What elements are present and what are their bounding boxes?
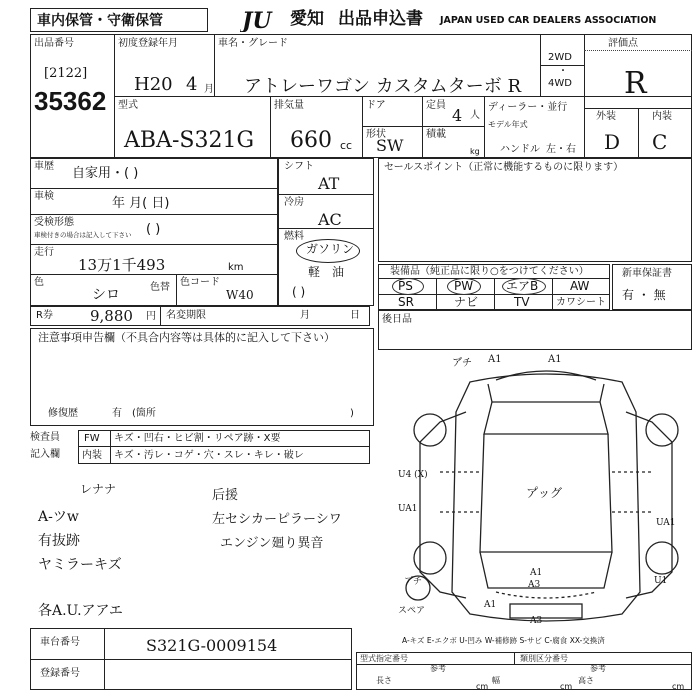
equip-aw: AW — [570, 279, 590, 293]
dmg-rear-6: A3 — [530, 616, 543, 626]
entry-label: 記入欄 — [30, 449, 60, 460]
spare-label: スペア — [398, 606, 426, 616]
registration-label: 登録番号 — [40, 668, 80, 679]
lot-label: 出品番号 — [34, 38, 74, 49]
first-reg-value: H20 — [134, 74, 173, 95]
warranty-label: 新車保証書 — [622, 268, 672, 279]
fw-label: FW — [84, 433, 100, 444]
dmg-center: ア゚ッグ — [526, 486, 563, 500]
width-label: 幅 — [492, 676, 500, 685]
displacement-label: 排気量 — [274, 100, 304, 111]
equipment-label: 装備品（純正品に限り○をつけてください） — [390, 266, 589, 277]
interior-label: 内装 — [652, 111, 672, 122]
repair-close: ) — [350, 408, 354, 419]
equip-circle-pw — [447, 278, 481, 295]
form-label: 受検形態 — [34, 217, 74, 228]
ac-value: AC — [318, 210, 342, 229]
length-label: 長さ — [376, 676, 392, 685]
equip-pw: PW — [454, 279, 474, 293]
drive-2wd: 2WD — [548, 52, 572, 63]
displacement-value: 660 — [290, 128, 332, 153]
interior-marks: キズ・汚レ・コゲ・穴・スレ・キレ・破レ — [114, 450, 304, 461]
warranty-value: 有 ・ 無 — [622, 288, 666, 302]
name-change-month: 月 — [300, 310, 310, 321]
form-note: 車検付きの場合は記入して下さい — [34, 231, 132, 239]
name-grade-label: 車名・グレード — [218, 38, 288, 49]
color-label: 色 — [34, 277, 44, 288]
recycle-label: R券 — [36, 310, 53, 321]
ref-label-1: 参考 — [430, 664, 446, 673]
inspector-label: 検査員 — [30, 432, 60, 443]
shape-label: 形状 — [366, 129, 386, 140]
color-code-value: W40 — [226, 288, 254, 302]
storage-title: 車内保管・守衛保管 — [37, 13, 163, 29]
mileage-value: 13万1千493 — [78, 256, 166, 274]
repair-label: 修復歴 — [48, 408, 78, 419]
later-items-block — [378, 310, 692, 350]
name-change-day: 日 — [350, 310, 360, 321]
dmg-rear-2: ア゚チ — [404, 577, 423, 587]
note-left-2: A-ツw — [38, 509, 79, 525]
color-value: シロ — [92, 287, 120, 303]
dmg-rear-5: U1 — [654, 576, 668, 586]
dmg-front-1: ア゚チ — [452, 358, 472, 369]
fuel-label: 燃料 — [284, 231, 304, 242]
dmg-front-3: A1 — [548, 354, 562, 365]
drive-4wd: 4WD — [548, 78, 572, 89]
association-name: JAPAN USED CAR DEALERS ASSOCIATION — [440, 15, 657, 26]
org-name: 愛知 — [290, 9, 324, 29]
equip-circle-airbag — [502, 278, 546, 295]
displacement-unit: cc — [340, 139, 353, 152]
grade-label: 評価点 — [608, 38, 638, 49]
capacity-unit: 人 — [470, 110, 480, 121]
name-change-label: 名変期限 — [166, 310, 206, 321]
note-right-2: 左セシカーピラーシワ — [212, 512, 342, 527]
equip-sr: SR — [398, 295, 414, 309]
first-reg-label: 初度登録年月 — [118, 38, 178, 49]
dealer-label: ディーラー・並行 — [488, 102, 568, 113]
dmg-left-2: UA1 — [398, 504, 418, 514]
length-unit: cm — [476, 682, 489, 691]
capacity-value: 4 — [452, 106, 463, 125]
form-value: ( ) — [146, 222, 161, 237]
dmg-front-2: A1 — [488, 354, 502, 365]
sales-point-label: セールスポイント（正常に機能するものに限ります） — [384, 162, 624, 173]
dmg-rear-4: A1 — [484, 600, 497, 610]
lot-sub: [2122] — [44, 66, 88, 81]
shift-value: AT — [318, 174, 340, 193]
report-label: 注意事項申告欄（不具合内容等は具体的に記入して下さい） — [38, 331, 335, 344]
fuel-other: ( ) — [292, 285, 306, 299]
height-unit: cm — [672, 682, 685, 691]
later-items-label: 後日品 — [382, 314, 412, 325]
color-code-label: 色コード — [180, 277, 220, 288]
lot-number: 35362 — [34, 86, 107, 116]
note-right-1: 后援 — [212, 488, 239, 503]
exterior-marks: キズ・凹右・ヒビ割・リペア跡・X要 — [114, 433, 281, 444]
note-right-3: エンジン廻り異音 — [220, 536, 324, 551]
ju-logo — [240, 8, 288, 32]
equip-circle-ps — [392, 278, 424, 295]
logo-text: JU — [242, 8, 272, 32]
dmg-rear-3: A3 — [528, 580, 541, 590]
appointed-label: 型式指定番号 — [360, 654, 408, 663]
equip-ps: PS — [398, 279, 413, 293]
equip-navi: ナビ — [454, 295, 479, 309]
fuel-gas: ガソリン — [306, 242, 355, 256]
dmg-right-1: UA1 — [656, 518, 676, 528]
equip-airbag: エアB — [506, 279, 539, 293]
ju-logo-mark — [240, 8, 288, 32]
mileage-label: 走行 — [34, 247, 54, 258]
fuel-diesel: 軽 油 — [308, 265, 345, 279]
dmg-left-1: U4 (X) — [398, 470, 428, 480]
note-left-4: ヤミラーキズ — [38, 557, 122, 573]
repair-value: 有 (箇所 — [112, 408, 156, 419]
load-label: 積載 — [426, 129, 446, 140]
capacity-label: 定員 — [426, 100, 446, 111]
chassis-value: S321G-0009154 — [146, 636, 278, 655]
inspection-value: 年 月( 日) — [112, 196, 170, 211]
usage-label: 車歴 — [34, 161, 54, 172]
equip-leather-seat: カワシート — [556, 297, 606, 308]
name-grade-value: アトレーワゴン カスタムターボ R — [244, 76, 521, 97]
handle-options: 左・右 — [546, 144, 576, 155]
model-year-label: モデル年式 — [488, 120, 528, 129]
category-label: 類別区分番号 — [520, 654, 568, 663]
recycle-unit: 円 — [146, 311, 156, 322]
note-left-3: 有抜跡 — [38, 533, 80, 549]
inspection-label: 車検 — [34, 191, 54, 202]
month-unit: 月 — [204, 84, 214, 95]
shape-value: SW — [376, 136, 404, 155]
exterior-label: 外装 — [596, 111, 616, 122]
equip-tv: TV — [514, 295, 530, 309]
width-unit: cm — [560, 682, 573, 691]
usage-value: 自家用・( ) — [72, 166, 139, 181]
ac-label: 冷房 — [284, 197, 304, 208]
storage-title-box — [30, 8, 208, 32]
first-reg-month: 4 — [186, 74, 198, 95]
interior-marks-label: 内装 — [82, 450, 102, 461]
drive-dot: ・ — [558, 66, 568, 77]
dmg-rear-1: A1 — [530, 568, 543, 578]
door-label: ドア — [366, 100, 386, 111]
interior-value: C — [652, 130, 668, 154]
recycle-value: 9,880 — [90, 307, 133, 325]
model-value: ABA-S321G — [124, 128, 255, 153]
sales-point-block — [378, 158, 692, 262]
exterior-value: D — [604, 130, 621, 154]
damage-legend: A-キズ E-エクボ U-凹み W-補修跡 S-サビ C-腐食 XX-交換済 — [402, 636, 605, 645]
form-title: 出品申込書 — [338, 9, 423, 29]
handle-label: ハンドル — [500, 144, 540, 155]
shift-label: シフト — [284, 161, 314, 172]
note-left-1: レナナ — [80, 482, 117, 496]
load-unit: kg — [470, 147, 480, 156]
chassis-label: 車台番号 — [40, 637, 80, 648]
model-label: 型式 — [118, 100, 138, 111]
note-left-5: 各A.U.アアエ — [38, 603, 123, 619]
ref-label-2: 参考 — [590, 664, 606, 673]
color-change-label: 色替 — [150, 282, 170, 293]
mileage-unit: km — [228, 262, 244, 273]
height-label: 高さ — [578, 676, 594, 685]
grade-value: R — [624, 66, 647, 101]
